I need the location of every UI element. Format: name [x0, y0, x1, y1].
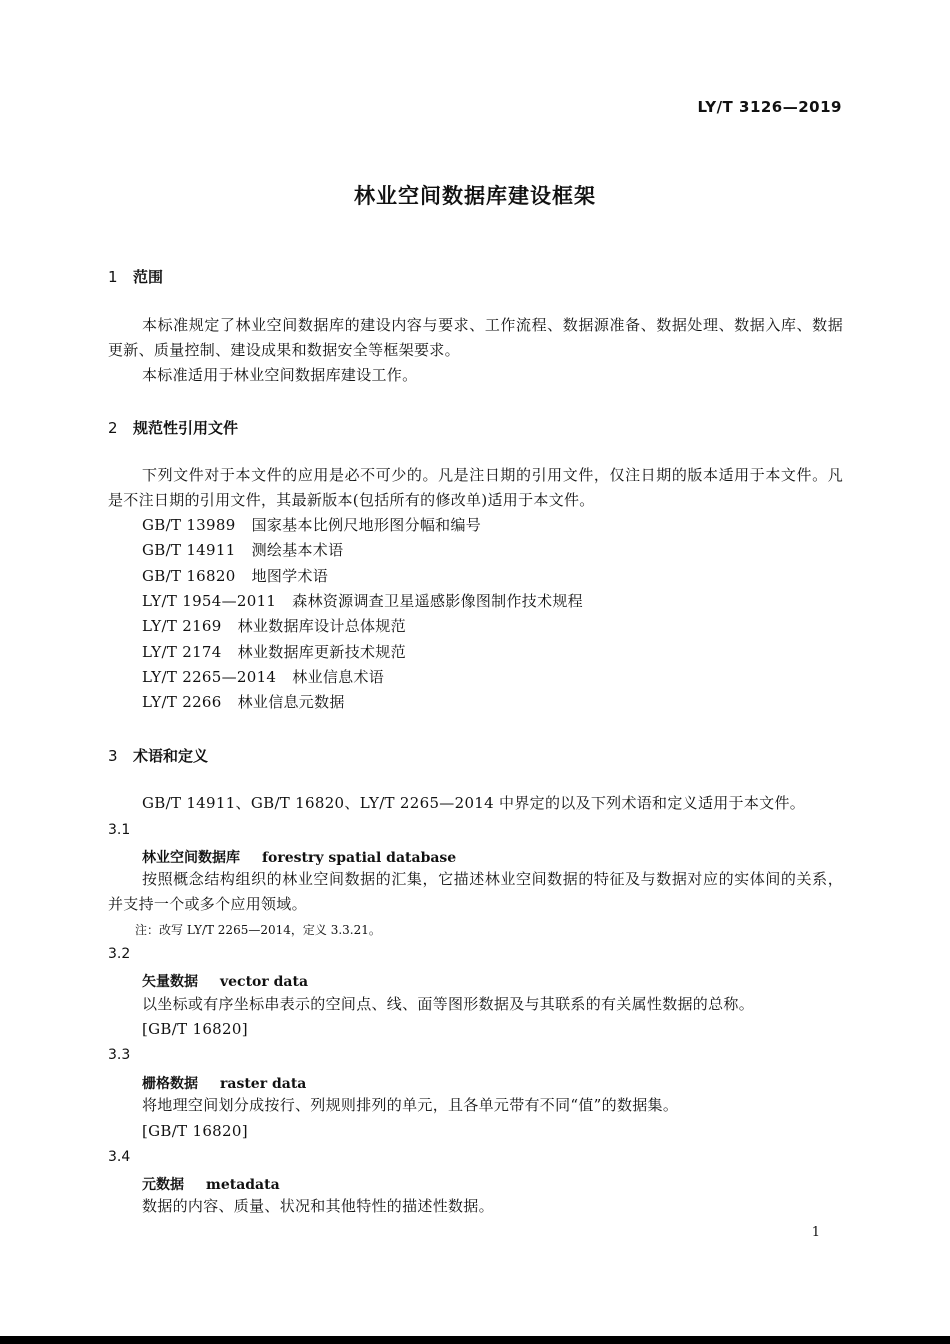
section-number: 3 [108, 747, 118, 765]
term-number: 3.2 [108, 946, 131, 962]
term-number: 3.1 [108, 822, 131, 838]
section-number: 1 [108, 268, 118, 286]
section-3-heading [108, 745, 208, 766]
term-number: 3.3 [108, 1047, 131, 1063]
term-heading [142, 971, 308, 991]
term-definition: 以坐标或有序坐标串表示的空间点、线、面等图形数据及与其联系的有关属性数据的总称。 [142, 995, 755, 1013]
term-definition: 按照概念结构组织的林业空间数据的汇集，它描述林业空间数据的特征及与数据对应的实体间的关系，并支持一个或多个应用领域。 [108, 870, 843, 913]
term-zh: 矢量数据 [142, 974, 198, 990]
reference-name: 林业数据库更新技术规范 [237, 643, 406, 661]
term-definition: 将地理空间划分成按行、列规则排列的单元，且各单元带有不同“值”的数据集。 [142, 1096, 679, 1114]
term-definition: 数据的内容、质量、状况和其他特性的描述性数据。 [142, 1197, 494, 1215]
term-en: vector data [220, 974, 309, 990]
term-note: 注：改写 LY/T 2265—2014，定义 3.3.21。 [135, 923, 381, 937]
term-heading [142, 847, 456, 867]
reference-name: 林业信息术语 [292, 668, 385, 686]
reference-item [142, 665, 384, 690]
document-code: LY/T 3126—2019 [697, 98, 842, 116]
term-en: raster data [220, 1076, 307, 1092]
term-source: [GB/T 16820] [142, 1122, 248, 1140]
reference-code: GB/T 13989 [142, 516, 236, 534]
reference-item [142, 614, 406, 639]
reference-code: LY/T 2266 [142, 693, 222, 711]
reference-code: LY/T 2169 [142, 617, 222, 635]
reference-name: 地图学术语 [251, 567, 329, 585]
term-heading [142, 1174, 280, 1194]
reference-item [142, 589, 583, 614]
reference-code: GB/T 16820 [142, 567, 236, 585]
section-1-paragraph-2: 本标准适用于林业空间数据库建设工作。 [142, 366, 418, 384]
section-3-intro: GB/T 14911、GB/T 16820、LY/T 2265—2014 中界定的以及下列术语和定义适用于本文件。 [142, 794, 806, 812]
section-title: 术语和定义 [133, 747, 209, 765]
reference-name: 测绘基本术语 [251, 541, 344, 559]
term-en: metadata [206, 1177, 280, 1193]
section-title: 范围 [133, 268, 164, 286]
section-1-heading [108, 266, 163, 287]
reference-code: GB/T 14911 [142, 541, 236, 559]
reference-name: 林业信息元数据 [237, 693, 345, 711]
page-number: 1 [811, 1225, 820, 1240]
reference-code: LY/T 2265—2014 [142, 668, 277, 686]
document-title: 林业空间数据库建设框架 [354, 184, 596, 208]
section-title: 规范性引用文件 [133, 419, 239, 437]
reference-name: 国家基本比例尺地形图分幅和编号 [251, 516, 482, 534]
reference-item [142, 564, 328, 589]
section-1-paragraph-1: 本标准规定了林业空间数据库的建设内容与要求、工作流程、数据源准备、数据处理、数据入库、数据更新、质量控制、建设成果和数据安全等框架要求。 [108, 316, 843, 359]
section-number: 2 [108, 419, 118, 437]
reference-item [142, 513, 481, 538]
reference-item [142, 538, 343, 563]
term-zh: 林业空间数据库 [142, 850, 240, 866]
term-en: forestry spatial database [262, 850, 457, 866]
term-number: 3.4 [108, 1149, 131, 1165]
reference-name: 森林资源调查卫星遥感影像图制作技术规程 [292, 592, 583, 610]
reference-item [142, 690, 345, 715]
section-2-paragraph: 下列文件对于本文件的应用是必不可少的。凡是注日期的引用文件，仅注日期的版本适用于本文件。凡是不注日期的引用文件，其最新版本(包括所有的修改单)适用于本文件。 [108, 466, 843, 509]
term-heading [142, 1073, 306, 1093]
reference-code: LY/T 2174 [142, 643, 222, 661]
reference-code: LY/T 1954—2011 [142, 592, 277, 610]
reference-name: 林业数据库设计总体规范 [237, 617, 406, 635]
reference-item [142, 640, 406, 665]
term-source: [GB/T 16820] [142, 1020, 248, 1038]
term-zh: 元数据 [142, 1177, 184, 1193]
bottom-edge-bar [0, 1336, 950, 1344]
term-zh: 栅格数据 [142, 1076, 198, 1092]
section-2-heading [108, 417, 238, 438]
